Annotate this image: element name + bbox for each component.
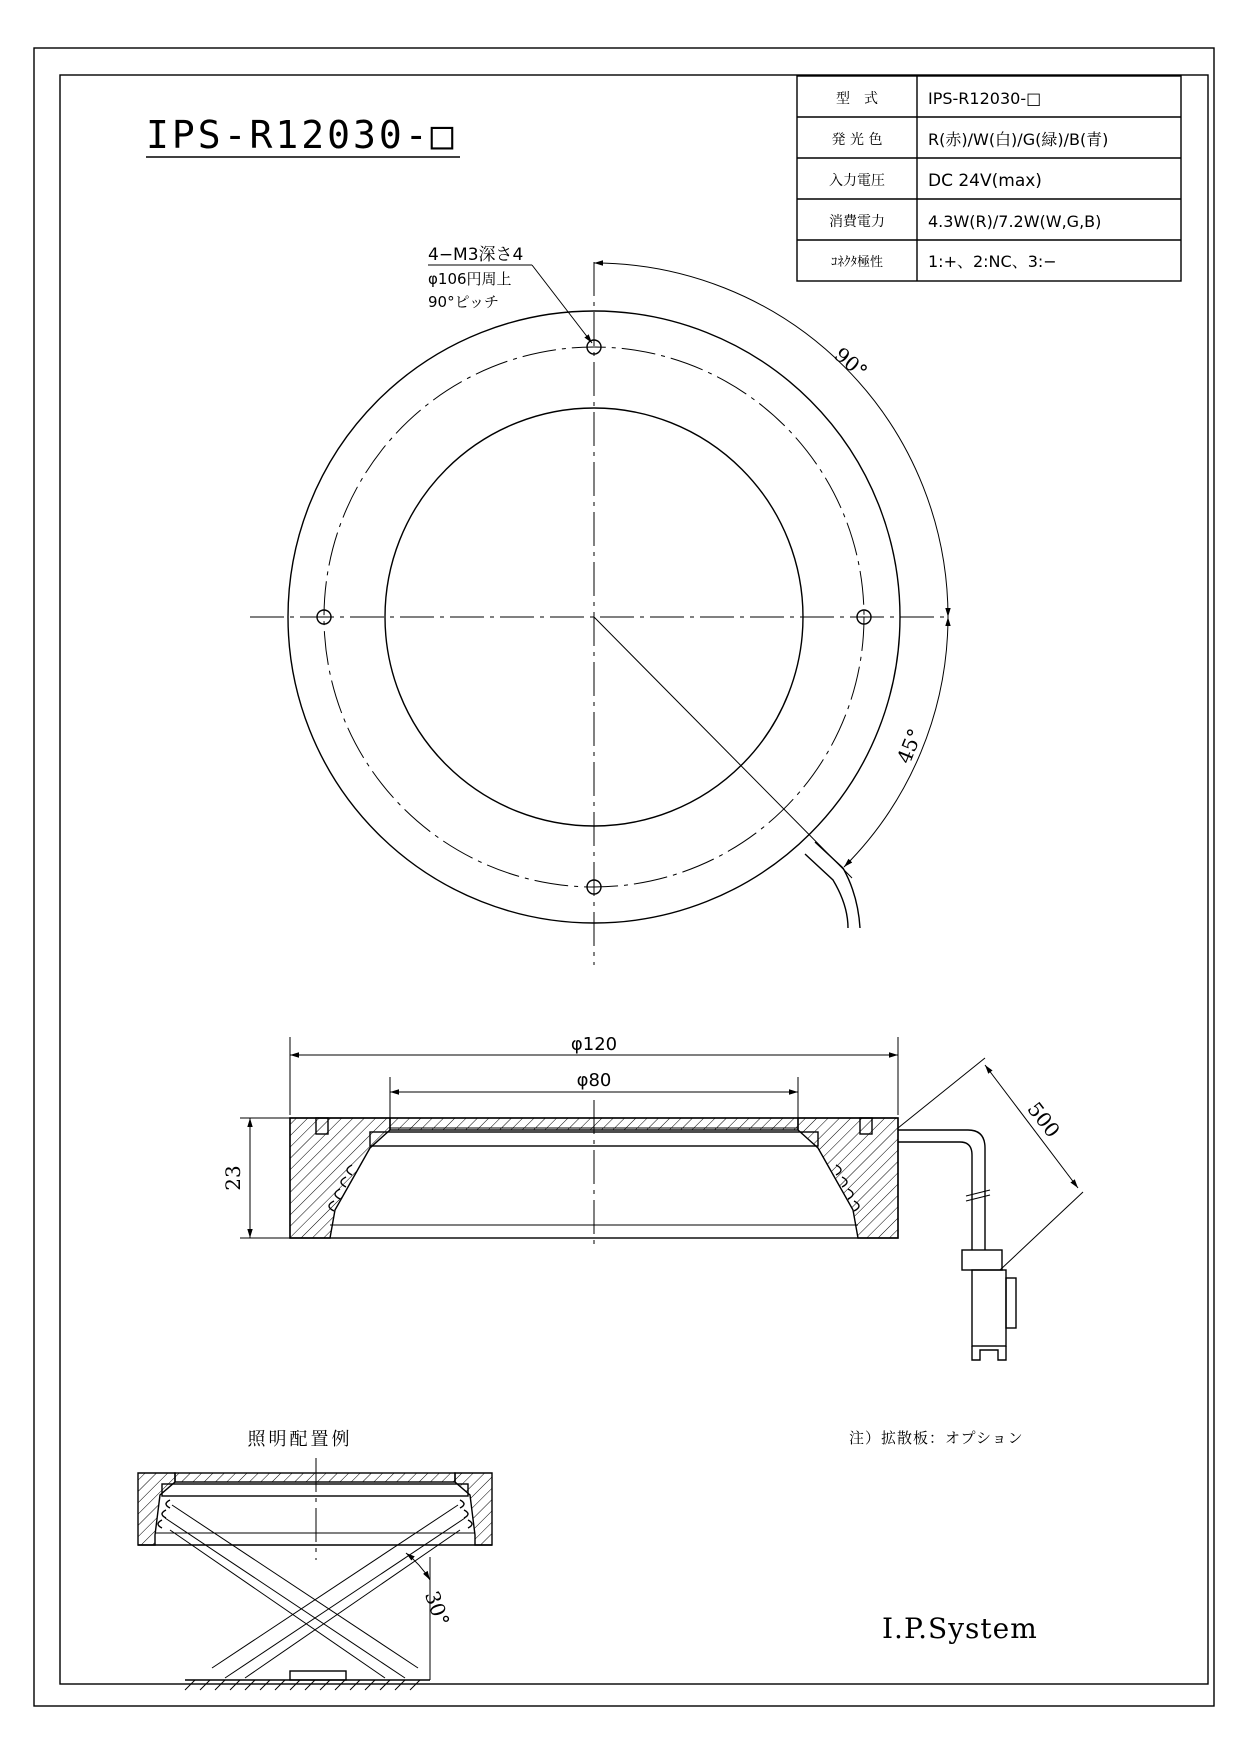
spec-label: ｺﾈｸﾀ極性	[830, 255, 884, 270]
dim-arc-45	[844, 617, 948, 867]
title-text: IPS-R12030-□	[146, 113, 457, 157]
layout-example	[138, 1429, 492, 1690]
hole-note-2: φ106円周上	[428, 270, 512, 288]
spec-label: 発 光 色	[831, 132, 883, 148]
spec-value: DC 24V(max)	[928, 171, 1042, 191]
diffuser-note: 注）拡散板：オプション	[849, 1429, 1024, 1447]
spec-value: 4.3W(R)/7.2W(W,G,B)	[928, 212, 1102, 231]
angle-90-label: 90°	[829, 342, 873, 384]
dim-inner-label: φ80	[576, 1070, 612, 1091]
spec-row-color	[832, 130, 1109, 149]
connector-housing	[972, 1270, 1006, 1346]
angle-45-line	[594, 617, 852, 878]
outer-border	[34, 48, 1214, 1706]
spec-label: 型 式	[836, 91, 878, 107]
right-wall-section	[798, 1118, 898, 1238]
hole-note-1: 4−M3深さ4	[428, 245, 524, 265]
spec-row-polarity	[831, 252, 1057, 271]
light-ray	[165, 1518, 405, 1678]
spec-value: 1:+、2:NC、3:−	[928, 252, 1057, 271]
spec-row-type	[836, 89, 1041, 108]
dim-outer-label: φ120	[570, 1034, 618, 1055]
side-view	[221, 1034, 1083, 1360]
hole-leader	[532, 265, 592, 343]
inner-border	[60, 75, 1208, 1684]
spec-value: R(赤)/W(白)/G(緑)/B(青)	[928, 130, 1109, 149]
angle-45-label: 45°	[891, 725, 928, 767]
cable-side	[898, 1142, 972, 1250]
connector	[962, 1250, 1002, 1270]
dim-arc-30	[406, 1553, 430, 1580]
company-name: I.P.System	[882, 1612, 1038, 1645]
spec-table	[797, 76, 1181, 281]
spec-label: 消費電力	[829, 214, 885, 230]
drawing-title	[146, 113, 460, 157]
spec-row-power	[829, 212, 1101, 231]
spec-row-voltage	[829, 171, 1042, 191]
spec-label: 入力電圧	[829, 173, 885, 189]
angle-30-label: 30°	[419, 1587, 455, 1630]
spec-value: IPS-R12030-□	[928, 89, 1042, 108]
cable-top	[805, 854, 848, 928]
hole-note-3: 90°ピッチ	[428, 293, 499, 311]
layout-title: 照明配置例	[247, 1429, 353, 1450]
cable-top	[815, 842, 860, 928]
dim-height-label: 23	[221, 1165, 245, 1191]
work-piece	[290, 1671, 346, 1680]
left-wall-section	[290, 1118, 390, 1238]
top-view	[250, 245, 950, 965]
dim-cable-label: 500	[1022, 1097, 1065, 1143]
